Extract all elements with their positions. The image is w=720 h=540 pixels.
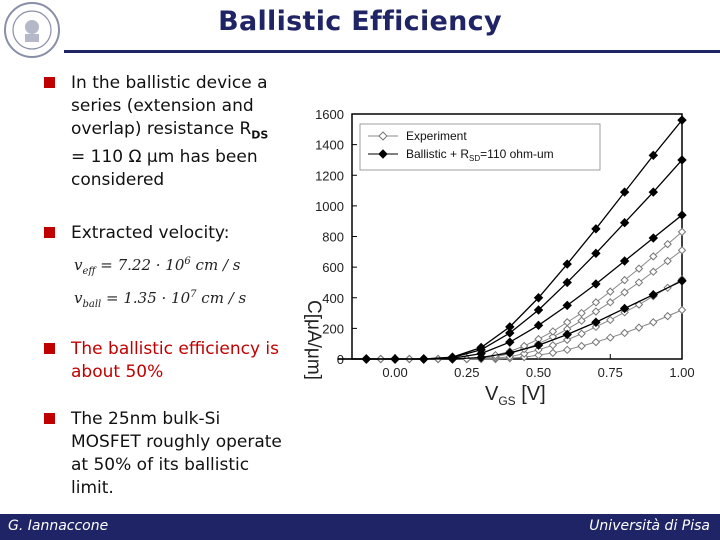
y-tick-label: 1000 (315, 198, 344, 214)
footer-author: G. Iannaccone (8, 518, 109, 534)
ballistic-point (563, 331, 571, 339)
x-tick-label: 0.00 (382, 365, 408, 380)
experiment-point (578, 317, 585, 324)
legend-label: Experiment (406, 129, 467, 143)
y-tick-label: 0 (336, 352, 344, 367)
y-tick-label: 400 (322, 290, 344, 306)
experiment-point (549, 349, 556, 356)
y-tick-label: 200 (322, 321, 344, 337)
ballistic-point (535, 321, 543, 329)
experiment-point (578, 342, 585, 349)
footer-institution: Università di Pisa (589, 518, 710, 534)
x-tick-label: 0.50 (525, 365, 552, 380)
bullet-marker (44, 227, 55, 238)
experiment-point (635, 324, 642, 331)
experiment-point (549, 328, 556, 335)
experiment-point (592, 339, 599, 346)
bullet-ballistic-efficiency (44, 338, 284, 408)
chart-legend (360, 124, 600, 170)
y-tick-label: 1400 (315, 137, 344, 153)
y-tick-label: 1600 (315, 107, 344, 122)
bullet-marker (44, 413, 55, 424)
experiment-point (564, 319, 571, 326)
ballistic-point (420, 355, 428, 363)
experiment-point (621, 329, 628, 336)
ballistic-point (506, 338, 514, 346)
experiment-point (664, 313, 671, 320)
experiment-point (621, 289, 628, 296)
x-tick-label: 0.75 (597, 365, 623, 380)
y-axis-label: C[μA/μm] (303, 300, 324, 380)
x-tick-label: 1.00 (669, 365, 695, 380)
experiment-point (607, 299, 614, 306)
title-rule (64, 50, 720, 53)
bullet-text: In the ballistic device a series (extension and overlap) resistance $R_{DS} = 110$ Ω μm has been considered (71, 73, 269, 191)
y-tick-label: 1200 (315, 168, 344, 184)
experiment-point (679, 307, 686, 314)
bullet-text: Extracted velocity: (71, 223, 230, 243)
experiment-point (578, 330, 585, 337)
y-tick-label: 800 (322, 229, 344, 245)
bullet-mosfet-limit (44, 408, 284, 508)
ballistic-point (391, 355, 399, 363)
experiment-point (564, 346, 571, 353)
bullet-marker (44, 343, 55, 354)
bullet-extracted-velocity (44, 222, 284, 246)
legend-label: Ballistic + $R_{SD}=110$ ohm-um (406, 147, 554, 163)
experiment-point (592, 308, 599, 315)
footer-bar (0, 514, 720, 540)
bullet-text: The 25nm bulk-Si MOSFET roughly operate at 50% of its ballistic limit. (71, 409, 282, 498)
experiment-point (607, 334, 614, 341)
slide-title: Ballistic Efficiency (218, 6, 502, 37)
bullet-text: The ballistic efficiency is about 50% (71, 339, 279, 382)
bullet-series-resistance (44, 72, 284, 212)
bullet-marker (44, 77, 55, 88)
experiment-point (607, 316, 614, 323)
equation-veff: $v_{eff} = 7.22 \cdot 10^6$ cm / s (74, 256, 241, 277)
x-axis-label: $V_{GS}$ [V] (485, 383, 546, 408)
current-vs-vgs-chart (290, 100, 710, 410)
experiment-point (549, 342, 556, 349)
equation-vball: $v_{ball} = 1.35 \cdot 10^7$ cm / s (74, 289, 247, 310)
series-line (366, 232, 682, 359)
ballistic-point (362, 355, 370, 363)
x-tick-label: 0.25 (454, 365, 480, 380)
experiment-point (650, 319, 657, 326)
y-tick-label: 600 (322, 260, 344, 276)
